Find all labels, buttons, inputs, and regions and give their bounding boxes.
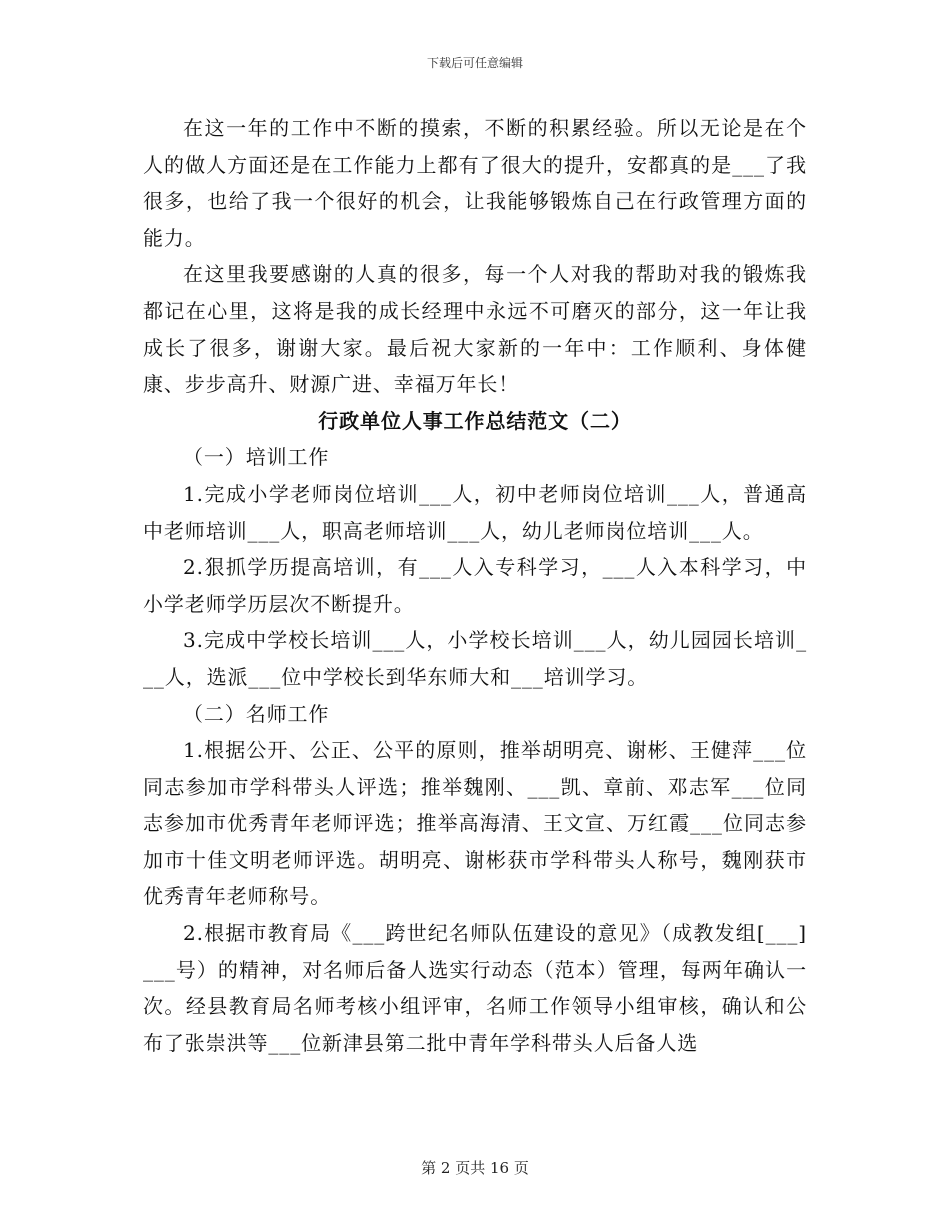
page-header: 下载后可任意编辑 [426,56,523,70]
list-item: 3.完成中学校长培训___人，小学校长培训___人，幼儿园园长培训___人，选派___位中学校长到华东师大和___培训学习。 [143,628,807,689]
list-item: 2.狠抓学历提高培训，有___人入专科学习，___人入本科学习，中小学老师学历层次不断提升。 [143,555,807,616]
paragraph: 在这里我要感谢的人真的很多，每一个人对我的帮助对我的锻炼我都记在心里，这将是我的成长经理中永远不可磨灭的部分，这一年让我成长了很多，谢谢大家。最后祝大家新的一年中：工作顺利、身体健康、步步高升、财源广进、幸福万年长！ [143,262,807,397]
subsection-heading: （二）名师工作 [183,701,330,726]
page-footer: 第 2 页共 16 页 [421,1159,529,1177]
list-item: 1.完成小学老师岗位培训___人，初中老师岗位培训___人，普通高中老师培训___人，职高老师培训___人，幼儿老师岗位培训___人。 [143,481,807,543]
list-item: 2.根据市教育局《___跨世纪名师队伍建设的意见》（成教发组[___]___号）的精神，对名师后备人选实行动态（范本）管理，每两年确认一次。经县教育局名师考核小组评审，名师工作领导小组审核，确认和公布了张崇洪等___位新津县第二批中青年学科带头人后备人选 [143,921,807,1055]
paragraph: 在这一年的工作中不断的摸索，不断的积累经验。所以无论是在个人的做人方面还是在工作能力上都有了很大的提升，安都真的是___了我很多，也给了我一个很好的机会，让我能够锻炼自己在行政管理方面的能力。 [143,116,807,250]
list-item: 1.根据公开、公正、公平的原则，推举胡明亮、谢彬、王健萍___位同志参加市学科带头人评选；推举魏刚、___凯、章前、邓志军___位同志参加市优秀青年老师评选；推举高海清、王文宣、万红霞___位同志参加市十佳文明老师评选。胡明亮、谢彬获市学科带头人称号，魏刚获市优秀青年老师称号。 [143,738,807,909]
subsection-heading: （一）培训工作 [183,445,330,470]
section-title: 行政单位人事工作总结范文（二） [318,408,632,433]
document-body [143,110,807,1061]
